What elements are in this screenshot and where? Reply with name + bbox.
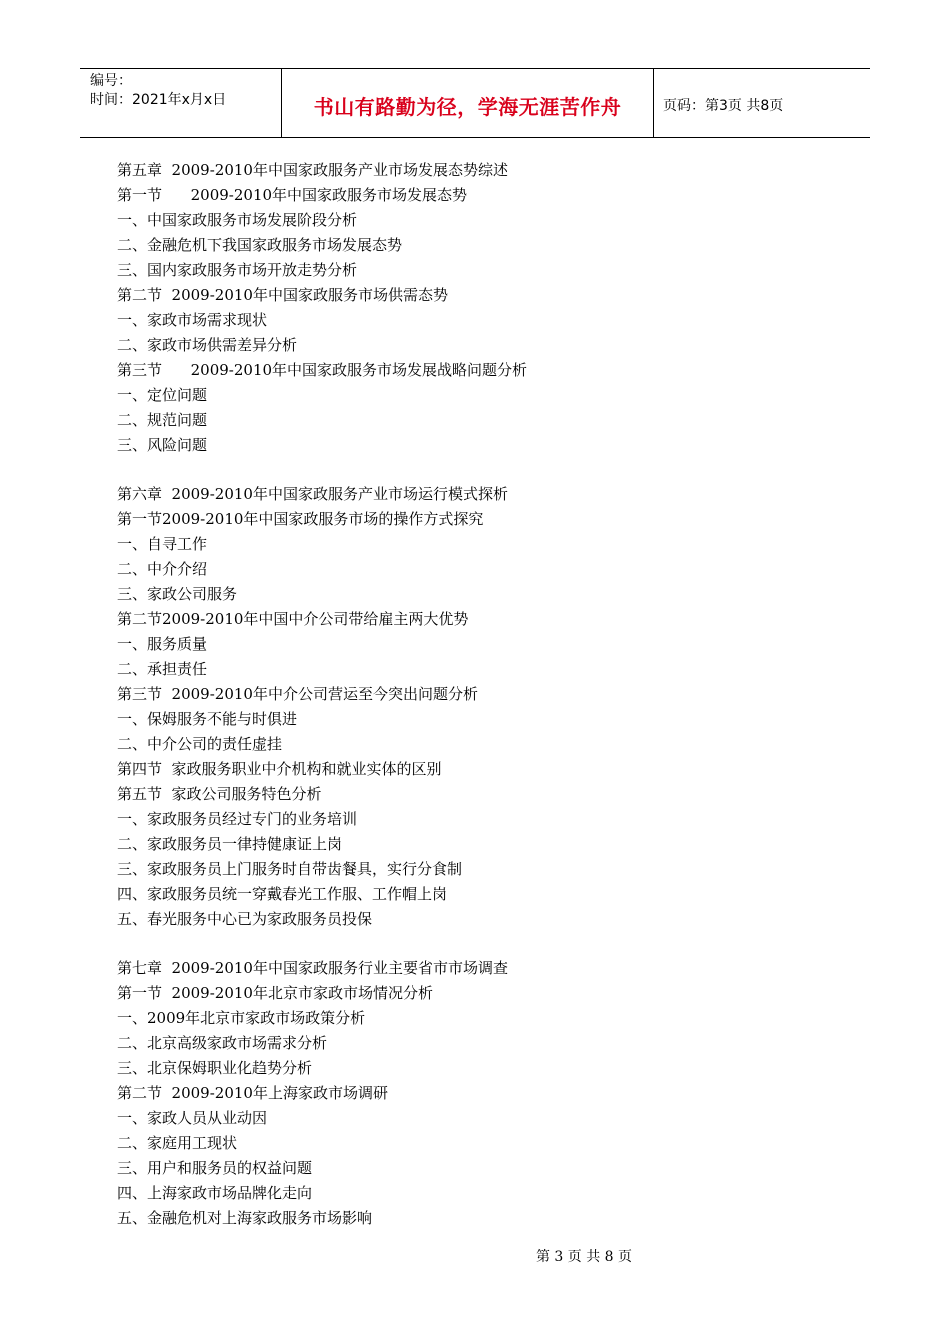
toc-entry: 一、家政服务员经过专门的业务培训 xyxy=(117,810,358,828)
toc-entry: 一、自寻工作 xyxy=(117,535,208,553)
toc-entry: 第二节 2009-2010年上海家政市场调研 xyxy=(117,1084,388,1102)
toc-entry: 四、家政服务员统一穿戴春光工作服、工作帽上岗 xyxy=(117,885,448,903)
toc-entry: 一、定位问题 xyxy=(117,386,208,404)
toc-entry: 第三节 2009-2010年中国家政服务市场发展战略问题分析 xyxy=(117,361,528,379)
header-meta xyxy=(80,69,282,137)
chapter-spacer xyxy=(117,458,837,482)
toc-entry: 三、家政公司服务 xyxy=(117,585,238,603)
table-of-contents xyxy=(117,158,837,1231)
toc-entry: 第一节 2009-2010年中国家政服务市场发展态势 xyxy=(117,186,468,204)
toc-entry: 第二节 2009-2010年中国家政服务市场供需态势 xyxy=(117,286,448,304)
page-footer xyxy=(0,1246,950,1266)
toc-entry: 一、保姆服务不能与时俱进 xyxy=(117,710,298,728)
chapter-spacer xyxy=(117,932,837,956)
toc-entry: 第二节2009-2010年中国中介公司带给雇主两大优势 xyxy=(117,610,469,628)
header-motto: 书山有路勤为径，学海无涯苦作舟 xyxy=(313,94,622,119)
toc-entry: 第一节2009-2010年中国家政服务市场的操作方式探究 xyxy=(117,510,484,528)
toc-entry: 三、国内家政服务市场开放走势分析 xyxy=(117,261,358,279)
toc-chapter-heading: 第六章 2009-2010年中国家政服务产业市场运行模式探析 xyxy=(117,485,508,503)
document-time-label: 时间：2021年x月x日 xyxy=(90,92,227,108)
toc-entry: 五、金融危机对上海家政服务市场影响 xyxy=(117,1209,373,1227)
toc-entry: 三、北京保姆职业化趋势分析 xyxy=(117,1059,313,1077)
toc-entry: 二、北京高级家政市场需求分析 xyxy=(117,1034,328,1052)
toc-entry: 一、中国家政服务市场发展阶段分析 xyxy=(117,211,358,229)
toc-entry: 第五节 家政公司服务特色分析 xyxy=(117,785,322,803)
toc-entry: 一、家政人员从业动因 xyxy=(117,1109,268,1127)
toc-entry: 一、家政市场需求现状 xyxy=(117,311,268,329)
header-page-cell xyxy=(654,69,870,137)
toc-entry: 二、家政服务员一律持健康证上岗 xyxy=(117,835,343,853)
toc-entry: 四、上海家政市场品牌化走向 xyxy=(117,1184,313,1202)
toc-entry: 二、中介公司的责任虚挂 xyxy=(117,735,283,753)
toc-entry: 三、风险问题 xyxy=(117,436,208,454)
toc-entry: 一、服务质量 xyxy=(117,635,208,653)
toc-entry: 二、规范问题 xyxy=(117,411,208,429)
toc-entry: 五、春光服务中心已为家政服务员投保 xyxy=(117,910,373,928)
toc-chapter-heading: 第七章 2009-2010年中国家政服务行业主要省市市场调查 xyxy=(117,959,508,977)
toc-entry: 一、2009年北京市家政市场政策分析 xyxy=(117,1009,366,1027)
toc-entry: 二、中介介绍 xyxy=(117,560,208,578)
document-number-label: 编号： xyxy=(90,73,132,89)
toc-entry: 三、用户和服务员的权益问题 xyxy=(117,1159,313,1177)
header-motto-cell xyxy=(282,69,654,137)
toc-chapter-block xyxy=(117,956,837,1231)
toc-chapter-heading: 第五章 2009-2010年中国家政服务产业市场发展态势综述 xyxy=(117,161,508,179)
toc-entry: 二、家庭用工现状 xyxy=(117,1134,238,1152)
footer-page-number: 第 3 页 共 8 页 xyxy=(535,1249,633,1265)
page-header xyxy=(80,68,870,138)
toc-chapter-block xyxy=(117,158,837,458)
toc-entry: 三、家政服务员上门服务时自带齿餐具，实行分食制 xyxy=(117,860,463,878)
toc-entry: 第四节 家政服务职业中介机构和就业实体的区别 xyxy=(117,760,442,778)
toc-entry: 二、承担责任 xyxy=(117,660,208,678)
toc-entry: 第三节 2009-2010年中介公司营运至今突出问题分析 xyxy=(117,685,478,703)
toc-entry: 二、家政市场供需差异分析 xyxy=(117,336,298,354)
header-page-number: 页码：第3页 共8页 xyxy=(663,98,784,114)
toc-entry: 第一节 2009-2010年北京市家政市场情况分析 xyxy=(117,984,433,1002)
toc-entry: 二、金融危机下我国家政服务市场发展态势 xyxy=(117,236,403,254)
toc-chapter-block xyxy=(117,482,837,932)
